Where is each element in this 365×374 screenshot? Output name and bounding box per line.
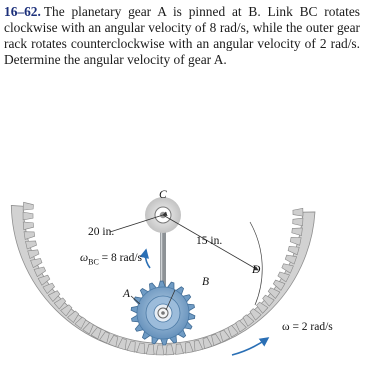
outer-ring-tooth xyxy=(292,228,303,236)
label-b: B xyxy=(202,276,210,288)
omega-outer-label: ω = 2 rad/s xyxy=(282,321,333,333)
omega-bc-label xyxy=(80,252,142,268)
outer-ring-tooth xyxy=(24,232,35,240)
omega-outer-arrow xyxy=(232,338,268,355)
label-a: A xyxy=(123,288,131,300)
omega-bc-arrow xyxy=(145,250,150,268)
outer-ring-tooth xyxy=(23,222,33,230)
omega-bc-symbol: ω xyxy=(80,252,89,264)
outer-ring-tooth xyxy=(23,202,33,210)
label-c: C xyxy=(159,189,167,201)
outer-ring-tooth xyxy=(26,241,37,249)
problem-text: The planetary gear A is pinned at B. Link BC rotates clockwise with an angular velocity of 8 rad/s, while the outer gear rack rotates counterclockwise with an angular velocity of 2 rad/s. Determine the angular velocity of gear A. xyxy=(4,4,360,67)
dim-15-label: 15 in. xyxy=(196,235,223,247)
omega-bc-subscript: BC xyxy=(88,257,99,267)
outer-ring-tooth xyxy=(293,218,303,226)
omega-bc-value: = 8 rad/s xyxy=(98,252,143,264)
outer-ring-tooth xyxy=(23,212,33,220)
dim-20-label: 20 in. xyxy=(88,226,115,238)
outer-ring-tooth xyxy=(290,237,301,245)
outer-ring-tooth xyxy=(293,208,303,216)
label-d: D xyxy=(252,264,261,276)
problem-number: 16–62. xyxy=(4,4,41,19)
